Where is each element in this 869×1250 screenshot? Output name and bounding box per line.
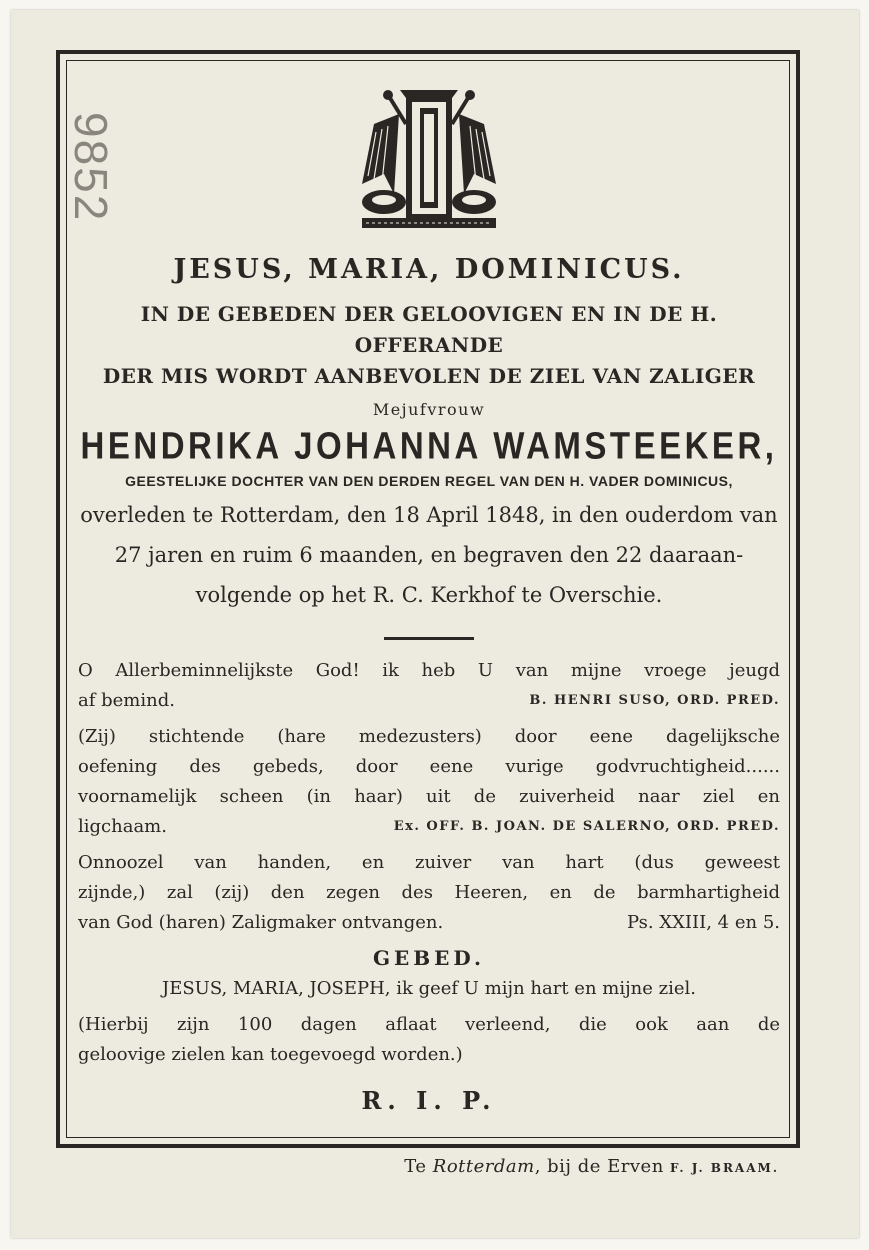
quote-line: oefening des gebeds, door eene vurige godvruchtigheid...... xyxy=(78,756,780,777)
quote-source: Ps. XXIII, 4 en 5. xyxy=(626,912,780,933)
quote-line: (Zij) stichtende (hare medezusters) door eene dagelijksche xyxy=(78,726,780,747)
quote-line: af bemind. xyxy=(78,690,175,711)
quote-line: zijnde,) zal (zij) den zegen des Heeren, en de barmhartigheid xyxy=(78,882,780,903)
indulgence-line: geloovige zielen kan toegevoegd worden.) xyxy=(78,1044,463,1065)
printer-firm: F. J. BRAAM. xyxy=(670,1161,779,1175)
printer-imprint xyxy=(404,1156,779,1177)
title: Mejufvrouw xyxy=(372,400,486,419)
indulgence-line: (Hierbij zijn 100 dagen aflaat verleend, die ook aan de xyxy=(78,1014,780,1035)
heading: JESUS, MARIA, DOMINICUS. xyxy=(173,254,685,285)
quote-line: van God (haren) Zaligmaker ontvangen. xyxy=(78,912,444,933)
card-content xyxy=(76,84,782,1115)
quote-source: Ex. OFF. B. JOAN. DE SALERNO, ORD. PRED. xyxy=(393,819,780,834)
intro-line-1: IN DE GEBEDEN DER GELOOVIGEN EN IN DE H. OFFERANDE xyxy=(140,302,718,357)
quote-line: Onnoozel van handen, en zuiver van hart (dus geweest xyxy=(78,852,780,873)
dominican-emblem-icon xyxy=(354,84,504,234)
quote-salerno xyxy=(76,722,782,842)
prayer-line: JESUS, MARIA, JOSEPH, ik geef U mijn hart en mijne ziel. xyxy=(161,978,697,999)
description: GEESTELIJKE DOCHTER VAN DEN DERDEN REGEL VAN DEN H. VADER DOMINICUS, xyxy=(125,473,733,489)
info-line: volgende op het R. C. Kerkhof te Overschie. xyxy=(195,583,663,607)
indulgence-note xyxy=(76,1010,782,1070)
printer-city: Rotterdam xyxy=(432,1156,535,1177)
quote-line: voornamelijk scheen (in haar) uit de zuiverheid naar ziel en xyxy=(78,786,780,807)
quote-line: O Allerbeminnelijkste God! ik heb U van mijne vroege jeugd xyxy=(78,660,780,681)
quote-last-line xyxy=(78,812,780,842)
quote-suso xyxy=(76,656,782,716)
intro-line-2: DER MIS WORDT AANBEVOLEN DE ZIEL VAN ZALIGER xyxy=(102,364,756,388)
death-info xyxy=(76,495,782,615)
inventory-number: 9852 xyxy=(65,112,117,223)
prayer-title: GEBED. xyxy=(372,946,486,970)
quote-last-line xyxy=(78,686,780,716)
printer-prefix: Te xyxy=(404,1156,427,1177)
quote-line: ligchaam. xyxy=(78,816,167,837)
quote-psalm xyxy=(76,848,782,938)
quote-last-line xyxy=(78,908,780,938)
quote-source: B. HENRI SUSO, ORD. PRED. xyxy=(529,693,780,708)
printer-middle: , bij de Erven xyxy=(534,1156,664,1177)
rip: R. I. P. xyxy=(361,1086,497,1115)
divider xyxy=(384,637,474,640)
info-line: 27 jaren en ruim 6 maanden, en begraven den 22 daaraan- xyxy=(114,543,744,567)
info-line: overleden te Rotterdam, den 18 April 1848, in den ouderdom van xyxy=(80,503,778,527)
deceased-name: HENDRIKA JOHANNA WAMSTEEKER, xyxy=(80,424,778,467)
